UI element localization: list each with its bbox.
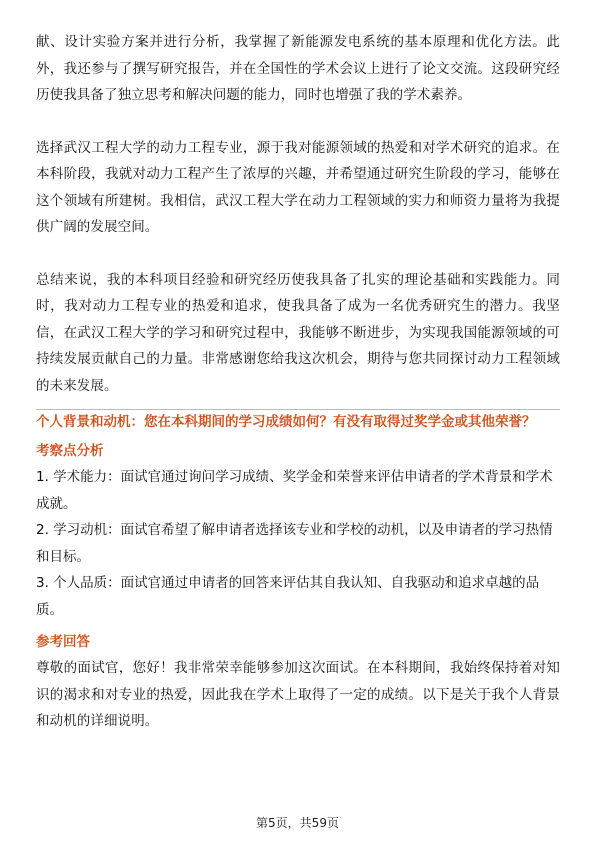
answer-text: 尊敬的面试官，您好！我非常荣幸能够参加这次面试。在本科期间，我始终保持着对知识的渴求和对专业的热爱，因此我在学术上取得了一定的成绩。以下是关于我个人背景和动机的详细说明。 <box>36 660 560 729</box>
answer-heading: 参考回答 <box>36 634 90 650</box>
body-paragraph-1: 献、设计实验方案并进行分析，我掌握了新能源发电系统的基本原理和优化方法。此外，我还参与了撰写研究报告，并在全国性的学术会议上进行了论文交流。这段研究经历使我具备了独立思考和解决问题的能力，同时也增强了我的学术素养。 <box>36 34 560 103</box>
paragraph-gap <box>36 241 560 267</box>
page-number: 第5页，共59页 <box>256 816 339 830</box>
analysis-heading: 考察点分析 <box>36 443 104 459</box>
page-content <box>36 29 560 735</box>
body-paragraph-2: 选择武汉工程大学的动力工程专业，源于我对能源领域的热爱和对学术研究的追求。在本科阶段，我就对动力工程产生了浓厚的兴趣，并希望通过研究生阶段的学习，能够在这个领域有所建树。我相信，武汉工程大学在动力工程领域的实力和师资力量将为我提供广阔的发展空间。 <box>36 139 560 235</box>
section-divider <box>36 409 560 410</box>
analysis-item: 2. 学习动机：面试官希望了解申请者选择该专业和学校的动机，以及申请者的学习热情和目标。 <box>36 522 553 565</box>
analysis-item: 3. 个人品质：面试官通过申请者的回答来评估其自我认知、自我驱动和追求卓越的品质。 <box>36 575 540 618</box>
paragraph-gap <box>36 109 560 135</box>
body-paragraph-3: 总结来说，我的本科项目经验和研究经历使我具备了扎实的理论基础和实践能力。同时，我对动力工程专业的热爱和追求，使我具备了成为一名优秀研究生的潜力。我坚信，在武汉工程大学的学习和研究过程中，我能够不断进步，为实现我国能源领域的可持续发展贡献自己的力量。非常感谢您给我这次机会，期待与您共同探讨动力工程领域的未来发展。 <box>36 271 560 394</box>
question-title: 个人背景和动机：您在本科期间的学习成绩如何？有没有取得过奖学金或其他荣誉？ <box>36 414 536 430</box>
analysis-item: 1. 学术能力：面试官通过询问学习成绩、奖学金和荣誉来评估申请者的学术背景和学术成就。 <box>36 469 553 512</box>
